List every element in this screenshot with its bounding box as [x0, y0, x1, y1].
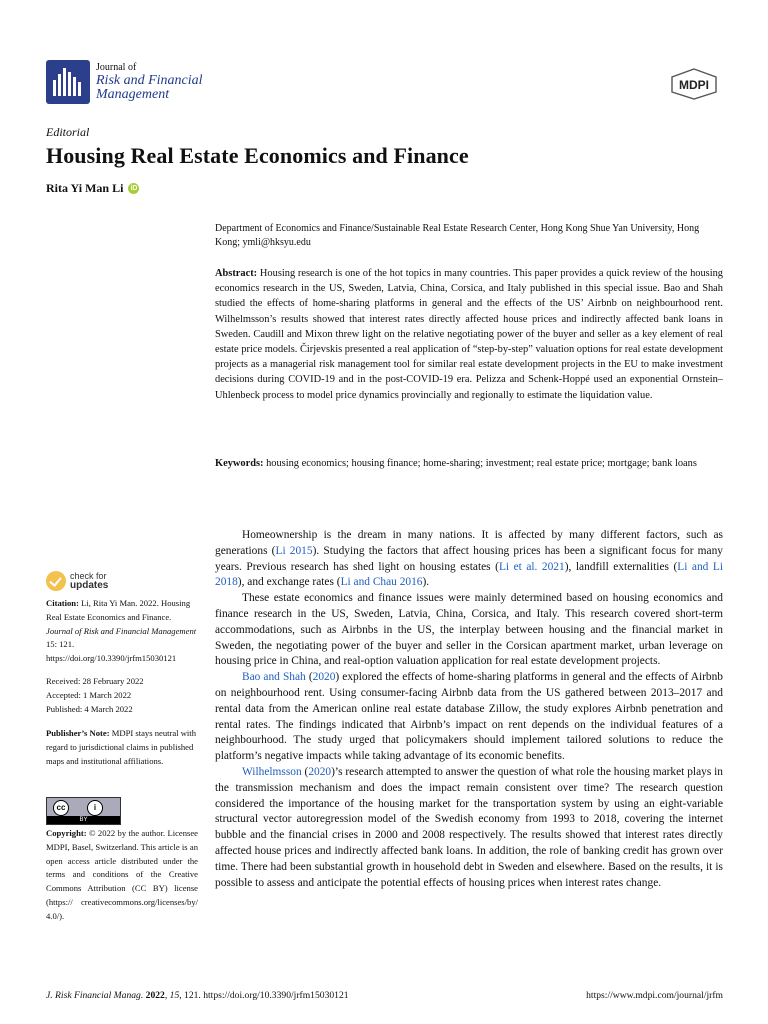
- author-line: [46, 181, 139, 196]
- publisher-note: [46, 727, 198, 768]
- citation-label: Citation:: [46, 598, 79, 608]
- footer-journal: J. Risk Financial Manag.: [46, 990, 144, 1001]
- received-date: Received: 28 February 2022: [46, 676, 144, 686]
- paragraph-2: These estate economics and finance issues were mainly determined based on housing economics and finance research in the US, Sweden, Latvia, China, Corsica, and Italy. This research covered short-term accommodations, such as Airbnbs in the US, the interplay between housing and the financial market in Sweden, the negotiating power of the buyer and seller in the Corsican apartment market, urban leverage on housing price in China, and real-option valuation application for real estate development projects.: [215, 592, 723, 668]
- paragraph-1: Homeownership is the dream in many nations. It is affected by many different factors, such as generations (Li 2015). Studying the factors that affect housing prices has been a significant focus for many years. Previous research has shed light on housing estates (Li et al. 2021), landfill externalities (Li and Li 2018), and exchange rates (Li and Chau 2016).: [215, 529, 723, 589]
- mdpi-logo-icon: [664, 68, 724, 100]
- copyright-block: [46, 827, 198, 924]
- citation-link[interactable]: Li 2015: [275, 544, 313, 557]
- citation-link[interactable]: Bao and Shah: [242, 671, 306, 684]
- journal-title-line1: Risk and Financial: [96, 73, 203, 88]
- article-title: Housing Real Estate Economics and Finance: [46, 143, 469, 168]
- mdpi-logo-text: MDPI: [679, 78, 709, 92]
- journal-prefix: Journal of: [96, 62, 137, 73]
- keywords-label: Keywords:: [215, 458, 264, 469]
- dates-block: [46, 675, 198, 716]
- paragraph-3: Bao and Shah (2020) explored the effects of home-sharing platforms in general and the effects of Airbnb on neighbourhood rent. Using consumer-facing Airbnb data from the US gathered between 2013–2017 and rental data from the American online real estate database Zillow, the study explores Airbnb penetration and rental rates. The findings indicated that Airbnb’s impact on rent depends on the individual features of a neighbourhood. The study urged that policymakers should implement tailored solutions to reduce the platform’s negative impacts while taking advantage of its economic benefits.: [215, 671, 723, 763]
- author-name: Rita Yi Man Li: [46, 181, 124, 195]
- copyright-label: Copyright:: [46, 828, 87, 838]
- published-date: Published: 4 March 2022: [46, 703, 133, 714]
- orcid-icon[interactable]: iD: [130, 185, 138, 192]
- keywords-text: housing economics; housing finance; home-sharing; investment; real estate price; mortgage; bank loans: [266, 458, 697, 469]
- page-footer: [46, 990, 723, 1001]
- citation-journal: Journal of Risk and Financial Management: [46, 625, 197, 636]
- copyright-text: © 2022 by the author. Licensee MDPI, Basel, Switzerland. This article is an open access article distributed under the terms and conditions of the Creative Commons Attribution (CC BY) license (https:// creativecommons.org/licenses/by/ 4.0/).: [46, 828, 198, 921]
- citation-link[interactable]: Wilhelmsson: [242, 765, 302, 778]
- main-body: [215, 528, 723, 891]
- citation-link[interactable]: Li et al. 2021: [498, 560, 565, 573]
- check-icon: [46, 571, 66, 591]
- journal-name: [96, 61, 203, 102]
- check-line2: updates: [70, 580, 109, 591]
- article-type: Editorial: [46, 125, 90, 139]
- abstract-label: Abstract:: [215, 268, 258, 279]
- affiliation: Department of Economics and Finance/Sustainable Real Estate Research Center, Hong Kong Shue Yan University, Hong Kong; ymli@hksyu.edu: [215, 223, 700, 248]
- accepted-date: Accepted: 1 March 2022: [46, 689, 132, 700]
- citation-link[interactable]: 2020: [308, 765, 332, 778]
- cc-icon: cc: [53, 800, 69, 816]
- attribution-icon: i: [87, 800, 103, 816]
- citation-rest: 15: 121. https://doi.org/10.3390/jrfm15030121: [46, 639, 177, 664]
- citation-link[interactable]: Li and Li 2018: [215, 560, 723, 589]
- abstract: [215, 266, 723, 403]
- footer-citation: J. Risk Financial Manag. 2022, 15, 121. https://doi.org/10.3390/jrfm15030121: [46, 990, 349, 1001]
- footer-volume: 15: [169, 990, 180, 1001]
- publisher-note-text: MDPI stays neutral with regard to jurisdictional claims in published maps and institutional affiliations.: [46, 728, 196, 766]
- footer-year: 2022: [145, 990, 165, 1001]
- citation-block: [46, 597, 198, 666]
- footer-url[interactable]: https://www.mdpi.com/journal/jrfm: [586, 990, 723, 1001]
- citation-link[interactable]: Li and Chau 2016: [340, 576, 423, 589]
- publisher-note-label: Publisher’s Note:: [46, 728, 110, 738]
- cc-by-license-icon[interactable]: [46, 797, 121, 825]
- paragraph-4: Wilhelmsson (2020)’s research attempted to answer the question of what role the housing market plays in the transmission mechanism and does the impact remain consistent over time? The research question considered the importance of the housing market for the transportation system by using an eight-variable structural vector autoregression model of the Swedish economy from 1993 to 2018, covering the internet bubble and the financial crises in 2000 and 2008 respectively. The results showed that interest rates directly affected house prices and indirectly affected bank loans. In addition, the role of banking credit has grown over time. There had been substantial growth in household debt in Sweden and elsewhere. Based on the results, it is possible to assess and anticipate the potential effects of housing prices when interest rates change.: [215, 765, 723, 889]
- check-for-updates-badge[interactable]: [46, 571, 108, 591]
- citation-link[interactable]: 2020: [312, 671, 336, 684]
- footer-rest: , 121. https://doi.org/10.3390/jrfm15030121: [179, 990, 349, 1001]
- keywords: [215, 456, 723, 471]
- check-line1: check for: [70, 571, 107, 581]
- journal-title-line2: Management: [96, 87, 170, 102]
- citation-text: Li, Rita Yi Man. 2022. Housing Real Estate Economics and Finance.: [46, 598, 191, 622]
- abstract-text: Housing research is one of the hot topics in many countries. This paper provides a quick review of the housing economics research in the US, Sweden, Latvia, China, Corsica, and Italy published in this special issue. Bao and Shah studied the effects of home-sharing platforms in general and the effects of the US’ Airbnb on neighbourhood rent. Wilhelmsson’s results showed that interest rates directly affected house prices and indirectly affected bank loans in Sweden. Caudill and Mixon threw light on the relative negotiating power of the buyer and seller as a key element of real estate price models. Čirjevskis presented a real application of “step-by-step” valuation options for real estate development projects as a managerial risk management tool for similar real estate development projects in the EU to make investment decisions during COVID-19 and in the post-COVID-19 era. Pelizza and Schenk-Hoppé used an exponential Ornstein–Uhlenbeck process to model price dynamics provincially and regionally to estimate the liquidation value.: [215, 268, 723, 401]
- journal-logo-icon: [46, 60, 90, 104]
- cc-by-label: BY: [47, 816, 120, 824]
